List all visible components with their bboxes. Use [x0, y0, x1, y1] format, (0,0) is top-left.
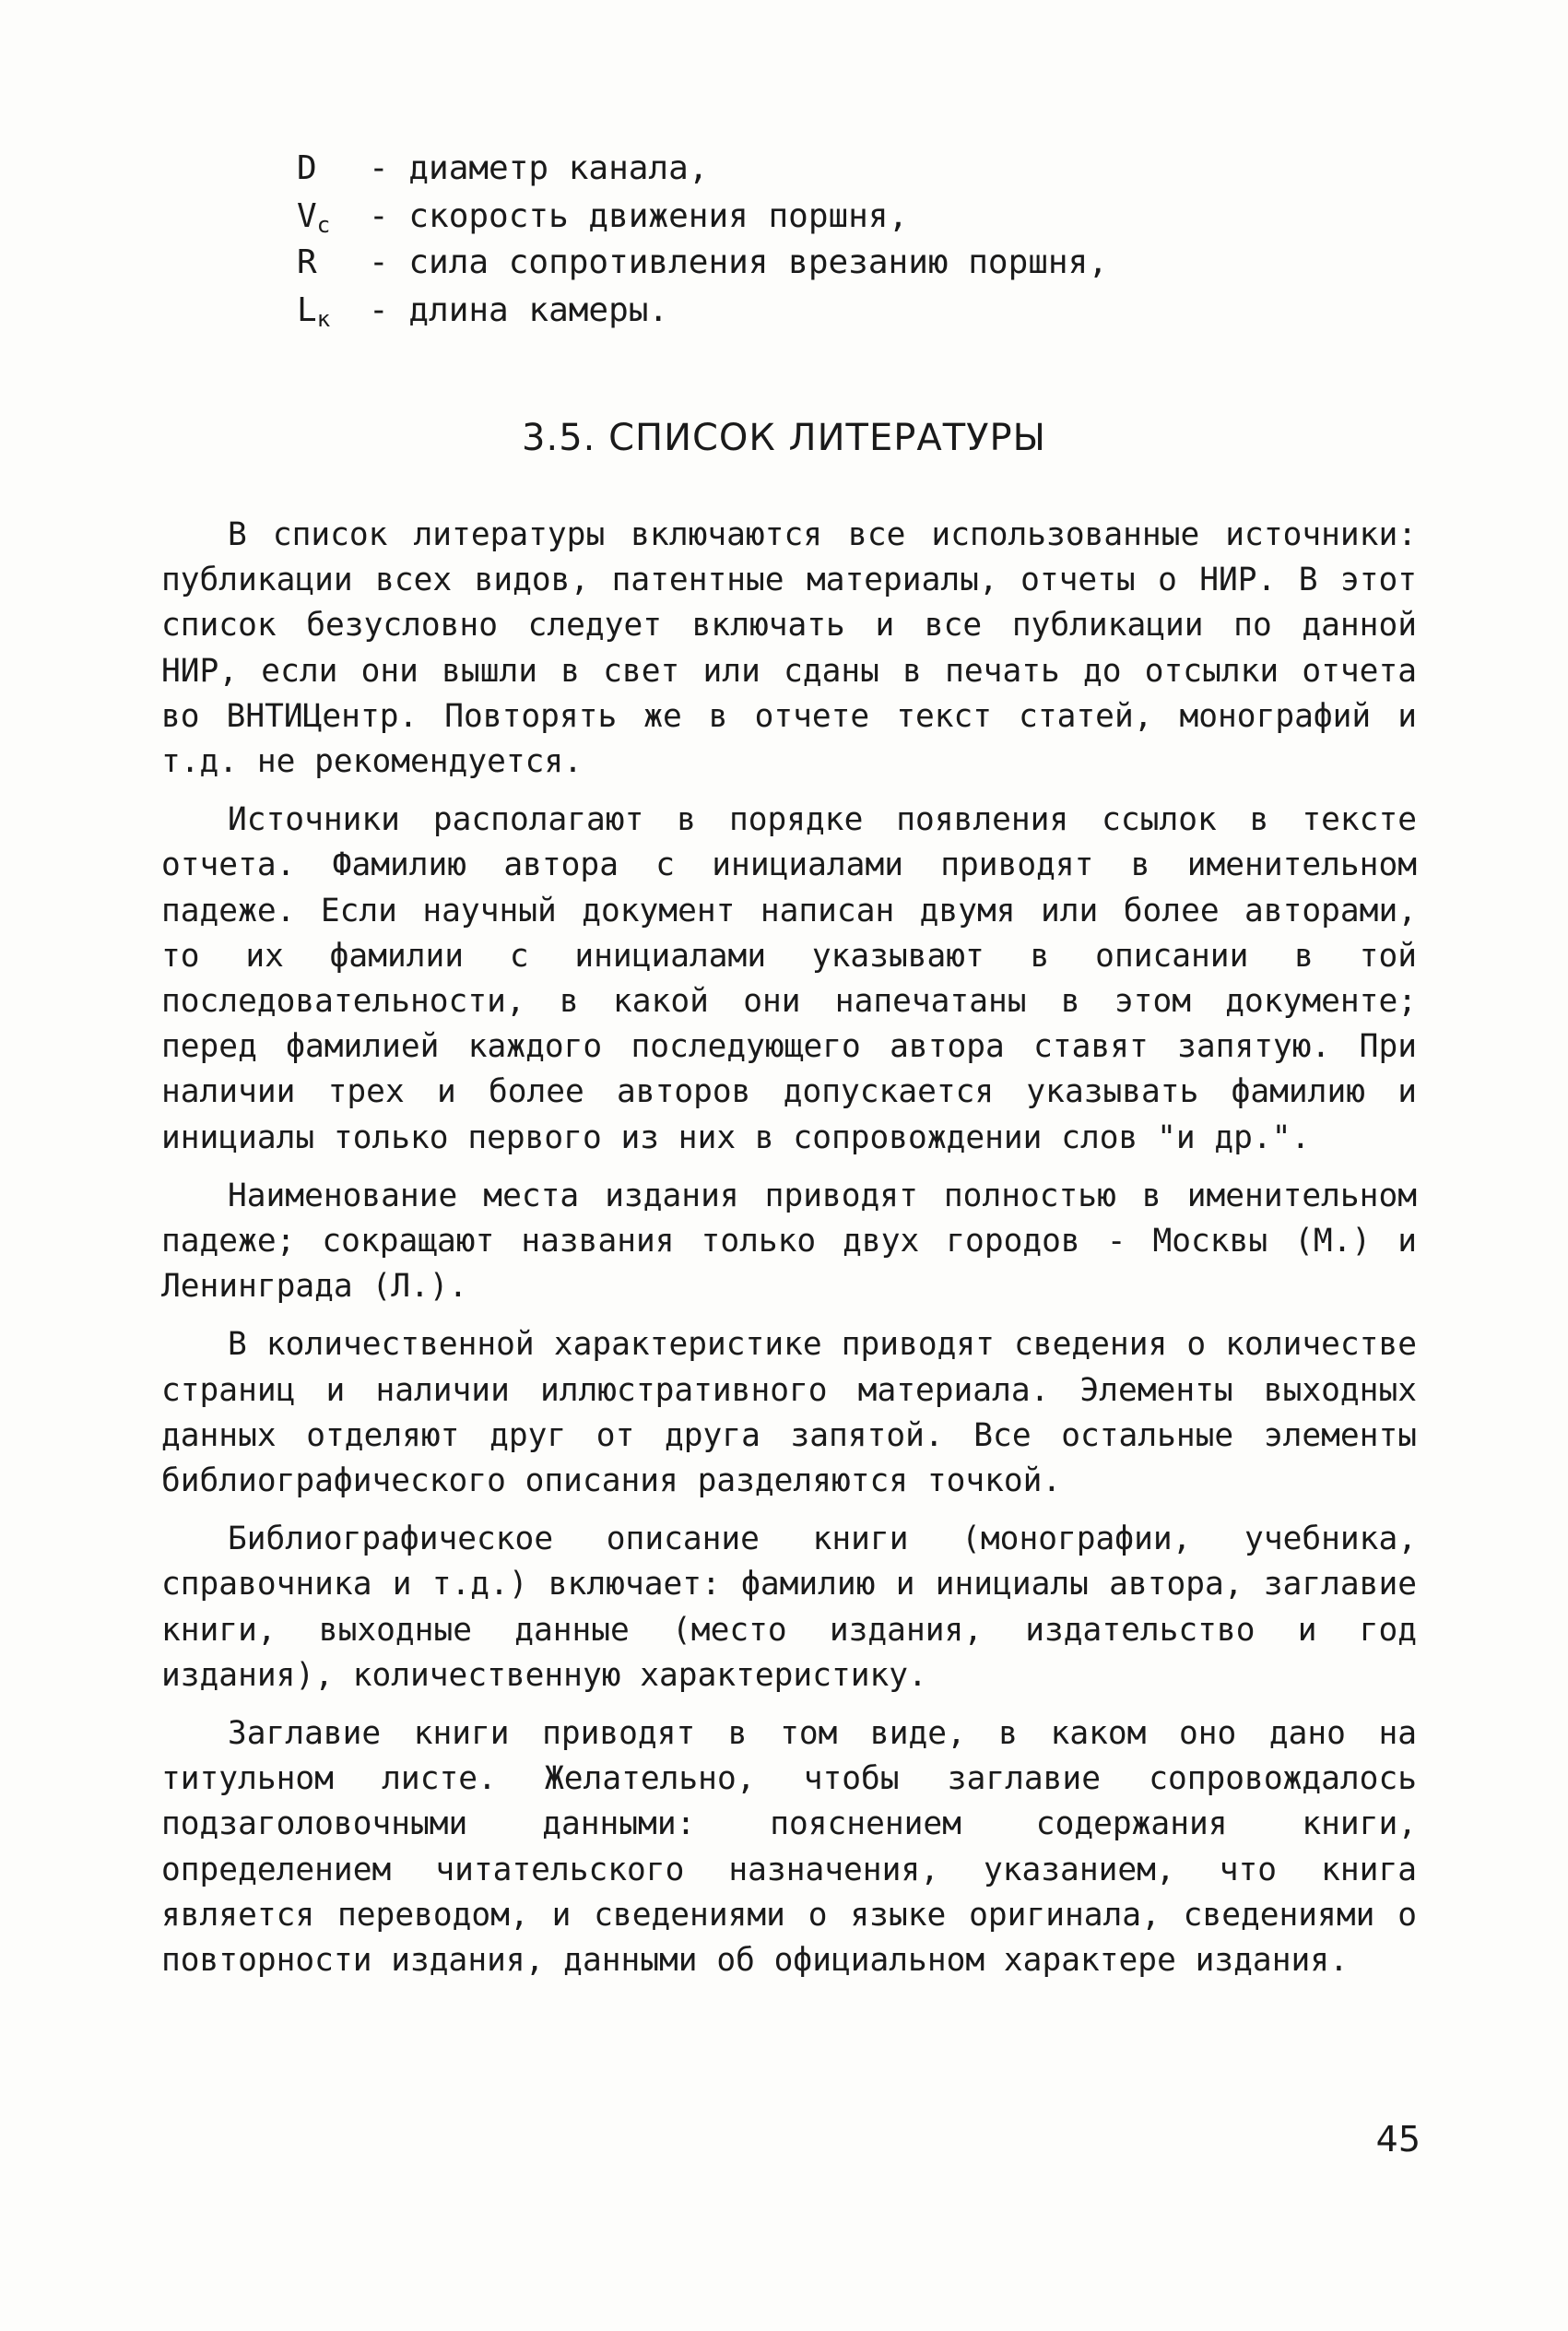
- definition-text: - скорость движения поршня,: [369, 197, 909, 235]
- paragraph: Библиографическое описание книги (монографии, учебника, справочника и т.д.) включает: фамилию и инициалы автора, заглавие книги, выходные данные (место издания, издательство и год издания), количественную характеристику.: [161, 1520, 1417, 1694]
- definition-symbol: $V_с$: [297, 197, 331, 238]
- definition-row: [297, 288, 668, 334]
- paragraph: Заглавие книги приводят в том виде, в каком оно дано на титульном листе. Желательно, чтобы заглавие сопровождалось подзаголовочными данными: пояснением содержания книги, определением читательского назначения, указанием, что книга является переводом, и сведениями о языке оригинала, сведениями о повторности издания, данными об официальном характере издания.: [161, 1715, 1417, 1980]
- paragraph: Наименование места издания приводят полностью в именительном падеже; сокращают названия только двух городов - Москвы (М.) и Ленинграда (Л.).: [161, 1177, 1417, 1306]
- definition-text: - длина камеры.: [369, 291, 669, 329]
- paragraph: Источники располагают в порядке появления ссылок в тексте отчета. Фамилию автора с инициалами приводят в именительном падеже. Если научный документ написан двумя или более авторами, то их фамилии с инициалами указывают в описании в той последовательности, в какой они напечатаны в этом документе; перед фамилией каждого последующего автора ставят запятую. При наличии трех и более авторов допускается указывать фамилию и инициалы только первого из них в сопровождении слов "и др.".: [161, 801, 1417, 1156]
- page-number: 45: [1375, 2119, 1421, 2159]
- paragraph: В количественной характеристике приводят сведения о количестве страниц и наличии иллюстративного материала. Элементы выходных данных отделяют друг от друга запятой. Все остальные элементы библиографического описания разделяются точкой.: [161, 1326, 1417, 1500]
- definition-row: [297, 194, 908, 240]
- definition-symbol: D: [297, 149, 317, 187]
- paragraph: В список литературы включаются все использованные источники: публикации всех видов, патентные материалы, отчеты о НИР. В этот список безусловно следует включать и все публикации по данной НИР, если они вышли в свет или сданы в печать до отсылки отчета во ВНТИЦентр. Повторять же в отчете текст статей, монографий и т.д. не рекомендуется.: [161, 516, 1417, 781]
- definition-text: - сила сопротивления врезанию поршня,: [369, 243, 1108, 281]
- body-text: [161, 513, 1417, 1996]
- definition-symbol: R: [297, 243, 317, 281]
- definition-row: [297, 146, 708, 192]
- definition-symbol: $L_к$: [297, 291, 331, 332]
- definition-row: [297, 240, 1108, 286]
- definition-text: - диаметр канала,: [369, 149, 709, 187]
- section-heading: 3.5. СПИСОК ЛИТЕРАТУРЫ: [522, 417, 1046, 459]
